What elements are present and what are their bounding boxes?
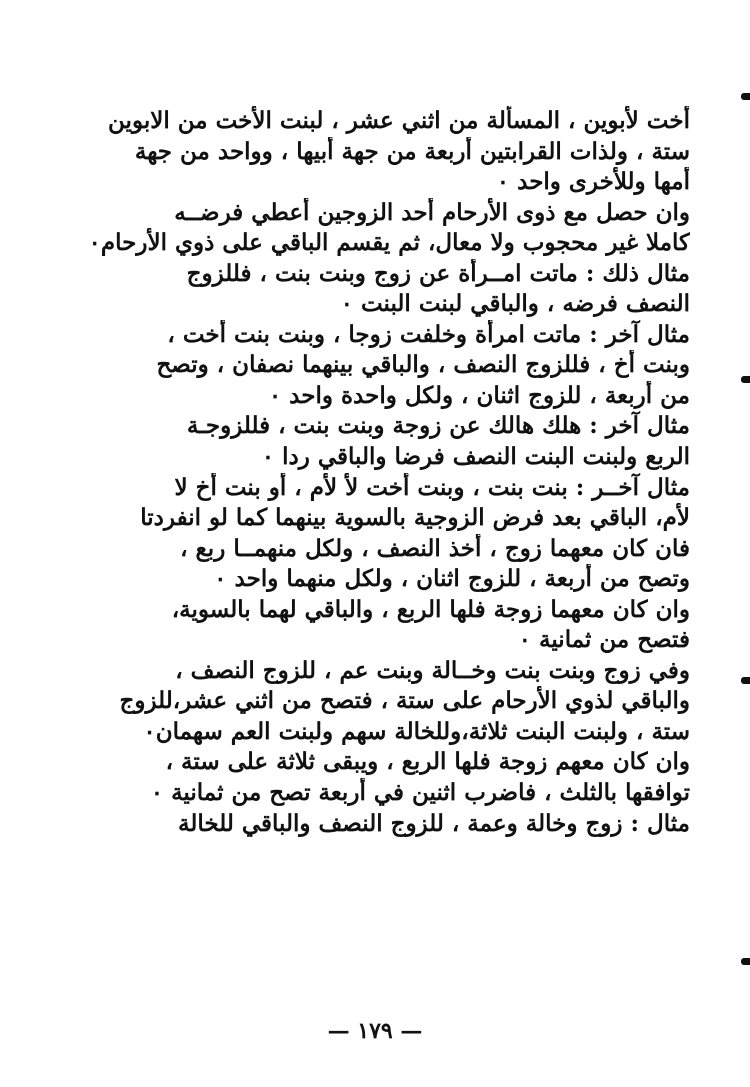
text-line: الربع ولبنت البنت النصف فرضا والباقي ردا ٠ [261,443,690,471]
text-line: وتصح من أربعة ، للزوج اثنان ، ولكل منهما واحد ٠ [214,565,690,593]
binding-mark [741,677,750,684]
text-line: ستة ، ولبنت البنت ثلاثة،وللخالة سهم ولبنت العم سهمان٠ [143,717,690,745]
text-line: فتصح من ثمانية ٠ [518,626,690,654]
text-line: توافقها بالثلث ، فاضرب اثنين في أربعة تصح من ثمانية ٠ [150,779,690,807]
text-line: والباقي لذوي الأرحام على ستة ، فتصح من اثني عشر،للزوج [119,687,690,715]
text-line: وبنت أخ ، فللزوج النصف ، والباقي بينهما نصفان ، وتصح [156,351,690,379]
text-line: فان كان معهما زوج ، أخذ النصف ، ولكل منهمــا ربع ، [180,534,690,562]
binding-mark [741,93,750,100]
text-line: وان كان معهما زوجة فلها الربع ، والباقي لهما بالسوية، [171,595,690,623]
text-line: مثال : زوج وخالة وعمة ، للزوج النصف والباقي للخالة [178,809,690,837]
text-line: وان كان معهم زوجة فلها الربع ، ويبقى ثلاثة على ستة ، [165,748,690,776]
text-line: مثال آخر : هلك هالك عن زوجة وبنت بنت ، فللزوجـة [186,412,690,440]
binding-mark [741,376,750,383]
text-line: أمها وللأخرى واحد ٠ [496,168,690,196]
text-line: لأم، الباقي بعد فرض الزوجية بالسوية بينهما كما لو انفردتا [140,504,690,532]
body-text [62,106,690,839]
binding-mark [741,958,750,965]
text-line: مثال آخر : ماتت امرأة وخلفت زوجا ، وبنت بنت أخت ، [167,320,690,348]
text-line: كاملا غير محجوب ولا معال، ثم يقسم الباقي على ذوي الأرحام٠ [88,229,690,257]
text-line: أخت لأبوين ، المسألة من اثني عشر ، لبنت الأخت من الابوين [108,107,690,134]
page-number: — ١٧٩ — [327,1018,423,1044]
text-line: ستة ، ولذات القرابتين أربعة من جهة أبيها ، وواحد من جهة [134,137,690,165]
text-line: مثال ذلك : ماتت امــرأة عن زوج وبنت بنت ، فللزوج [186,259,690,287]
text-line: مثال آخــر : بنت بنت ، وبنت أخت لأ لأم ، أو بنت أخ لا [174,473,690,501]
text-line: من أربعة ، للزوج اثنان ، ولكل واحدة واحد ٠ [268,381,690,409]
text-line: النصف فرضه ، والباقي لبنت البنت ٠ [340,290,690,318]
text-line: وفي زوج وبنت بنت وخــالة وبنت عم ، للزوج النصف ، [175,656,690,684]
text-line: وان حصل مع ذوى الأرحام أحد الزوجين أعطي فرضــه [174,198,690,226]
